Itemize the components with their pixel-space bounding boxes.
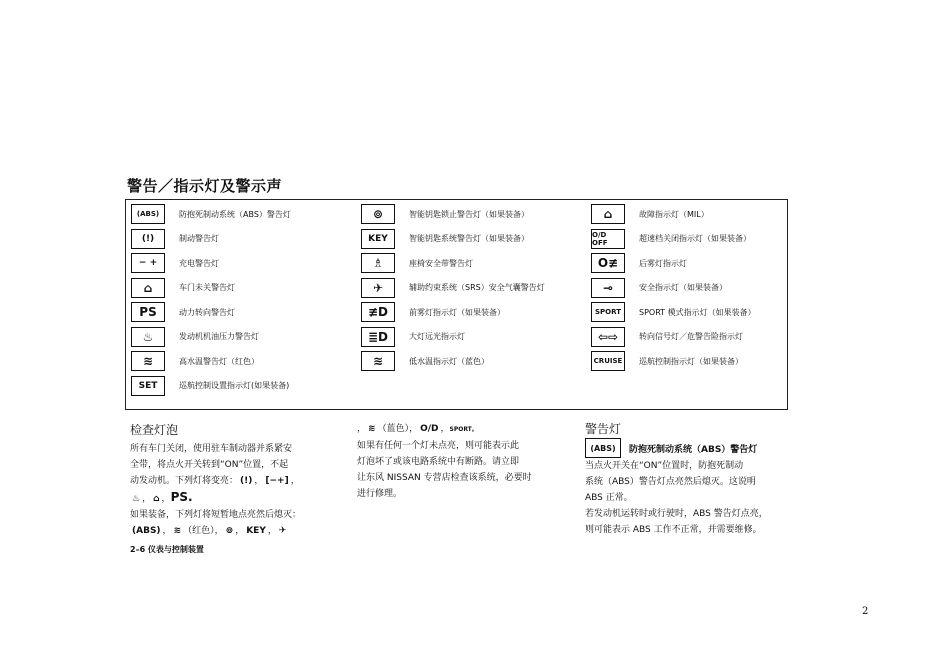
- door-open-icon: ⌂: [131, 278, 165, 298]
- indicator-label: 超速档关闭指示灯（如果装备）: [639, 234, 751, 243]
- warning-line-4: 若发动机运转时或行驶时，ABS 警告灯点亮，: [585, 509, 768, 519]
- middle-line-2: 灯泡坏了或该电路系统中有断路。请立即: [357, 457, 520, 467]
- indicator-row: [591, 203, 709, 225]
- indicator-row: [131, 326, 259, 348]
- indicator-row: [131, 203, 291, 225]
- indicator-row: [131, 375, 289, 397]
- indicator-label: 辅助约束系统（SRS）安全气囊警告灯: [409, 283, 545, 292]
- check-bulbs-title: 检查灯泡: [130, 423, 179, 437]
- brake-icon: (!): [131, 229, 165, 249]
- indicator-label: 动力转向警告灯: [179, 307, 235, 317]
- check-line-6: (ABS) ， ≋ （红色）， ⊚ ， KEY ， ✈: [130, 523, 301, 539]
- od-off-icon: O/D: [420, 424, 439, 434]
- middle-text: [357, 421, 532, 502]
- airbag-icon: ✈: [278, 526, 287, 536]
- key-icon: KEY: [246, 526, 266, 536]
- key-lock-icon: ⊚: [225, 526, 234, 536]
- middle-line-3: 让东风 NISSAN 专营店检查该系统，必要时: [357, 473, 532, 483]
- indicator-label: 安全指示灯（如果装备）: [639, 283, 727, 292]
- power-steering-icon: PS: [131, 302, 165, 322]
- indicator-label: 后雾灯指示灯: [639, 258, 687, 268]
- check-line-4: ♨ ， ⌂ ，PS.: [130, 489, 301, 507]
- indicator-row: [591, 350, 743, 372]
- indicator-row: [591, 228, 751, 250]
- indicator-label: 巡航控制设置指示灯(如果装备): [179, 381, 290, 390]
- check-line-5: 如果装备，下列灯将短暂地点亮然后熄灭：: [130, 510, 302, 520]
- indicator-row: [591, 277, 727, 299]
- high-temp-icon: ≋: [131, 351, 165, 371]
- warning-line-3: ABS 正常。: [585, 493, 633, 503]
- indicator-label: 巡航控制指示灯（如果装备）: [639, 356, 743, 366]
- indicator-label: 智能钥匙系统警告灯（如果装备）: [409, 234, 529, 243]
- page-footer: 2–6 仪表与控制装置: [130, 545, 204, 554]
- indicator-label: 故障指示灯（MIL）: [639, 209, 709, 219]
- indicator-label: 发动机机油压力警告灯: [179, 332, 259, 341]
- indicator-label: SPORT 模式指示灯（如果装备）: [639, 307, 756, 317]
- high-temp-icon: ≋: [173, 526, 182, 536]
- middle-line-4: 进行修理。: [357, 489, 403, 499]
- sport-label: SPORT。: [449, 426, 478, 433]
- indicator-label: 充电警告灯: [179, 258, 219, 268]
- fog-front-icon: ≢D: [361, 302, 395, 322]
- abs-icon: (ABS): [131, 204, 165, 224]
- indicator-row: [131, 252, 219, 274]
- set-icon: SET: [131, 376, 165, 396]
- indicator-row: [591, 326, 743, 348]
- indicator-table: [125, 199, 788, 410]
- abs-icon: (ABS): [585, 438, 621, 458]
- warning-line-5: 则可能表示 ABS 工作不正常，并需要维修。: [585, 525, 762, 535]
- engine-icon: ⌂: [591, 204, 625, 224]
- page-number: 2: [862, 606, 869, 617]
- turn-signal-icon: ⇦⇨: [591, 327, 625, 347]
- red-label: （红色）: [183, 526, 215, 536]
- indicator-row: [361, 350, 489, 372]
- battery-icon: − +: [131, 253, 165, 273]
- airbag-icon: ✈: [361, 278, 395, 298]
- warning-text: [585, 458, 768, 538]
- indicator-row: [131, 350, 259, 372]
- page-title: 警告／指示灯及警示声: [127, 177, 283, 195]
- indicator-label: 高水温警告灯（红色）: [179, 356, 259, 366]
- indicator-label: 大灯远光指示灯: [409, 332, 465, 341]
- od-off-icon: O/D OFF: [591, 229, 625, 249]
- brake-icon: (!): [240, 476, 253, 486]
- abs-warning-heading: [585, 438, 757, 458]
- indicator-label: 转向信号灯／危警告险指示灯: [639, 332, 743, 341]
- middle-line-0: ， ≋ （蓝色）， O/D ，SPORT。: [357, 421, 532, 438]
- warning-line-1: 当点火开关在“ON”位置时，防抱死制动: [585, 461, 744, 471]
- engine-icon: ⌂: [153, 494, 160, 504]
- sport-icon: SPORT: [591, 302, 625, 322]
- check-line-3: 动发动机。下列灯将变亮： (!) ， [−+] ，: [130, 473, 301, 489]
- indicator-label: 座椅安全带警告灯: [409, 258, 473, 268]
- low-temp-icon: ≋: [368, 424, 376, 434]
- indicator-row: [131, 277, 235, 299]
- indicator-row: [361, 277, 545, 299]
- indicator-label: 防抱死制动系统（ABS）警告灯: [179, 209, 291, 219]
- high-beam-icon: ≣D: [361, 327, 395, 347]
- indicator-row: [361, 252, 473, 274]
- indicator-label: 低水温指示灯（蓝色）: [409, 356, 489, 366]
- security-icon: ⊸: [591, 278, 625, 298]
- middle-line-1: 如果有任何一个灯未点亮，则可能表示此: [357, 441, 520, 451]
- indicator-row: [131, 228, 219, 250]
- power-steering-text: PS.: [170, 490, 193, 504]
- oil-pressure-icon: ♨: [131, 327, 165, 347]
- fog-rear-icon: O≢: [591, 253, 625, 273]
- indicator-row: [361, 326, 465, 348]
- battery-icon: [−+]: [265, 476, 289, 486]
- indicator-label: 车门未关警告灯: [179, 283, 235, 292]
- indicator-row: [131, 301, 235, 323]
- blue-label: （蓝色），: [377, 424, 419, 434]
- indicator-row: [361, 203, 529, 225]
- indicator-row: [591, 252, 687, 274]
- key-lock-icon: ⊚: [361, 204, 395, 224]
- warning-line-2: 系统（ABS）警告灯点亮然后熄灭。这说明: [585, 477, 756, 487]
- indicator-label: 智能钥匙锁止警告灯（如果装备）: [409, 209, 529, 219]
- key-icon: KEY: [361, 229, 395, 249]
- check-bulbs-text: [130, 441, 301, 539]
- indicator-row: [361, 301, 505, 323]
- oil-pressure-icon: ♨: [132, 494, 141, 504]
- abs-heading-text: 防抱死制动系统（ABS）警告灯: [629, 444, 758, 455]
- check-line-2: 全带，将点火开关转到“ON”位置，不起: [130, 460, 289, 470]
- check-line-1: 所有车门关闭，使用驻车制动器并系紧安: [130, 444, 293, 454]
- low-temp-icon: ≋: [361, 351, 395, 371]
- indicator-label: 制动警告灯: [179, 234, 219, 243]
- warning-title: 警告灯: [585, 422, 622, 436]
- indicator-row: [361, 228, 529, 250]
- indicator-row: [591, 301, 756, 323]
- indicator-label: 前雾灯指示灯（如果装备）: [409, 307, 505, 317]
- abs-icon: (ABS): [132, 526, 161, 536]
- seatbelt-icon: ♗: [361, 253, 395, 273]
- check-line-3-text: 动发动机。下列灯将变亮：: [130, 476, 239, 486]
- cruise-icon: CRUISE: [591, 351, 625, 371]
